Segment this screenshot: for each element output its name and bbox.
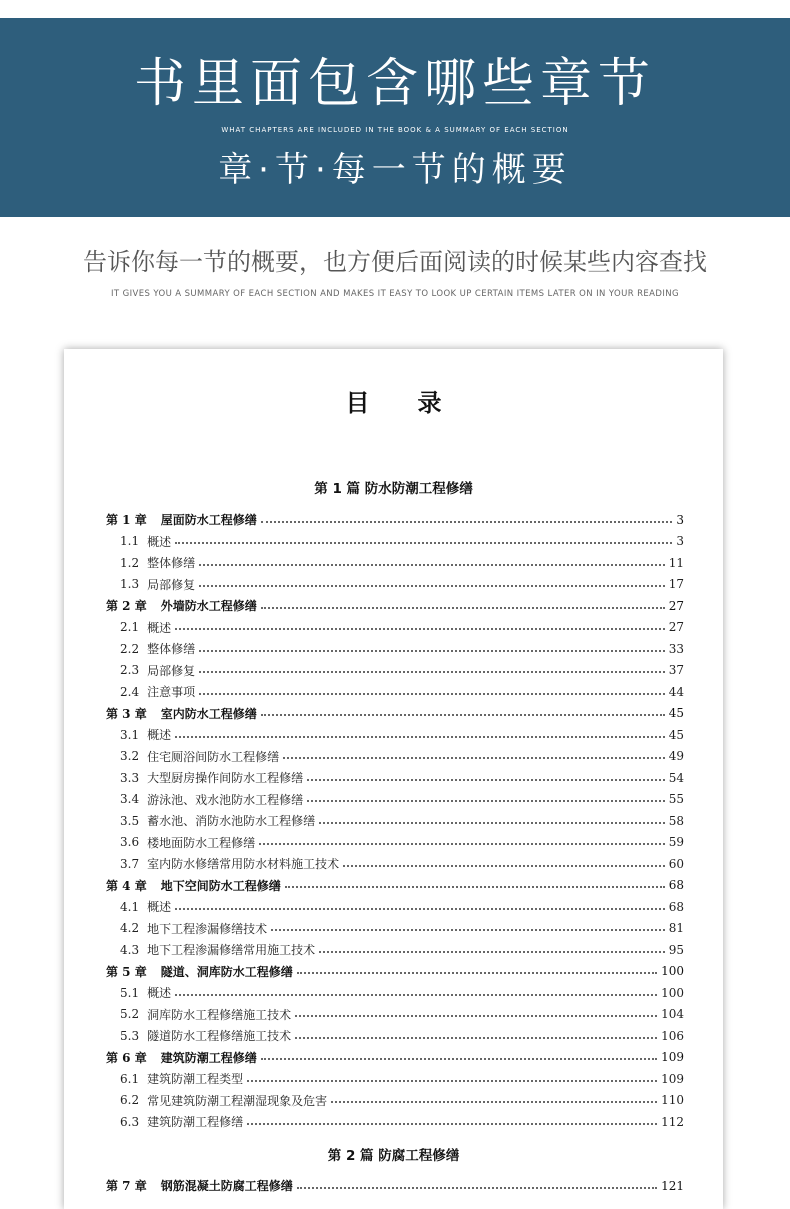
toc-entry-title: 隧道防水工程修缮施工技术 [147, 1029, 292, 1044]
toc-entry-title: 楼地面防水工程修缮 [147, 835, 256, 850]
toc-page-number: 45 [668, 706, 684, 721]
toc-entry-title: 隧道、洞库防水工程修缮 [160, 964, 293, 979]
toc-page-number: 27 [668, 598, 684, 613]
dot-leader [307, 800, 665, 802]
dot-leader [261, 714, 665, 716]
toc-section-row[interactable] [106, 1025, 684, 1047]
dot-leader [285, 886, 665, 888]
toc-entry-title: 建筑防潮工程修缮 [160, 1050, 257, 1065]
intro-text-cn: 告诉你每一节的概要，也方便后面阅读的时候某些内容查找 [83, 248, 707, 276]
toc-section-row[interactable] [106, 724, 684, 746]
toc-entry-title: 整体修缮 [147, 556, 196, 571]
intro-text-en: IT GIVES YOU A SUMMARY OF EACH SECTION AND MAKES IT EASY TO LOOK UP CERTAIN ITEMS LATER ON IN YOUR READING [110, 289, 679, 299]
toc-entry-number: 第 4 章 [106, 878, 147, 893]
dot-leader [175, 542, 672, 544]
toc-section-row[interactable] [106, 939, 684, 961]
toc-entry-number: 3.6 [120, 835, 140, 850]
part-heading-1: 第 1 篇 防水防潮工程修缮 [314, 481, 473, 497]
toc-section-row[interactable] [106, 832, 684, 854]
toc-entry-number: 2.4 [120, 684, 140, 699]
dot-leader [199, 671, 665, 673]
toc-page-number: 55 [668, 792, 684, 807]
toc-section-row[interactable] [106, 810, 684, 832]
dot-leader [175, 908, 665, 910]
toc-entry-title: 概述 [147, 728, 172, 743]
toc-section-row[interactable] [106, 896, 684, 918]
toc-chapter-row[interactable] [106, 1047, 684, 1069]
dot-leader [175, 994, 657, 996]
toc-section-row[interactable] [106, 574, 684, 596]
toc-entry-title: 局部修复 [147, 577, 196, 592]
toc-section-row[interactable] [106, 767, 684, 789]
toc-chapter-row[interactable] [106, 703, 684, 725]
dot-leader [295, 1037, 657, 1039]
toc-section-row[interactable] [106, 982, 684, 1004]
part-heading-2: 第 2 篇 防腐工程修缮 [327, 1148, 460, 1164]
dot-leader [261, 521, 673, 523]
dot-leader [295, 1015, 657, 1017]
dot-leader [261, 607, 665, 609]
dot-leader [199, 585, 665, 587]
dot-leader [319, 822, 665, 824]
toc-page-number: 100 [661, 964, 684, 979]
dot-leader [199, 693, 665, 695]
toc-entry-title: 游泳池、戏水池防水工程修缮 [147, 792, 304, 807]
toc-entry-number: 3.5 [120, 813, 140, 828]
toc-list-part-1 [106, 509, 684, 1133]
toc-section-row[interactable] [106, 918, 684, 940]
toc-entry-number: 5.3 [120, 1028, 140, 1043]
toc-section-row[interactable] [106, 853, 684, 875]
toc-chapter-row[interactable] [106, 961, 684, 983]
toc-page-number: 68 [668, 899, 684, 914]
toc-page-number: 44 [668, 684, 684, 699]
banner-subtitle-cn: 章·节·每一节的概要 [218, 150, 572, 190]
dot-leader [259, 843, 665, 845]
dot-leader [283, 757, 665, 759]
toc-entry-number: 第 1 章 [106, 513, 147, 528]
toc-entry-number: 4.2 [120, 921, 140, 936]
toc-entry-number: 3.7 [120, 856, 140, 871]
toc-entry-number: 6.2 [120, 1093, 140, 1108]
toc-page-number: 54 [668, 770, 684, 785]
toc-page-number: 60 [668, 856, 684, 871]
toc-entry-number: 1.3 [120, 577, 140, 592]
toc-entry-title: 大型厨房操作间防水工程修缮 [147, 771, 304, 786]
toc-page-number: 33 [668, 641, 684, 656]
toc-entry-title: 建筑防潮工程修缮 [147, 1115, 244, 1130]
toc-entry-title: 钢筋混凝土防腐工程修缮 [160, 1179, 293, 1194]
dot-leader [297, 972, 657, 974]
toc-page-number: 112 [661, 1114, 684, 1129]
dot-leader [199, 650, 665, 652]
toc-entry-number: 2.2 [120, 641, 140, 656]
toc-entry-number: 6.1 [120, 1071, 140, 1086]
toc-page-number: 109 [661, 1050, 684, 1065]
toc-entry-title: 概述 [147, 986, 172, 1001]
toc-section-row[interactable] [106, 617, 684, 639]
toc-page-number: 121 [661, 1178, 684, 1193]
toc-entry-title: 蓄水池、消防水池防水工程修缮 [147, 814, 316, 829]
toc-page-number: 81 [668, 921, 684, 936]
dot-leader [271, 929, 665, 931]
toc-entry-title: 整体修缮 [147, 642, 196, 657]
dot-leader [199, 564, 665, 566]
toc-chapter-row[interactable] [106, 595, 684, 617]
toc-entry-title: 地下空间防水工程修缮 [160, 878, 281, 893]
toc-section-row[interactable] [106, 746, 684, 768]
toc-section-row[interactable] [106, 531, 684, 553]
toc-entry-title: 洞库防水工程修缮施工技术 [147, 1007, 292, 1022]
toc-page-number: 27 [668, 620, 684, 635]
toc-page-number: 45 [668, 727, 684, 742]
toc-section-row[interactable] [106, 1090, 684, 1112]
toc-page-number: 3 [676, 512, 684, 527]
toc-page-number: 3 [676, 534, 684, 549]
toc-page-number: 17 [668, 577, 684, 592]
toc-page-number: 95 [668, 942, 684, 957]
toc-section-row[interactable] [106, 681, 684, 703]
toc-page-number: 109 [661, 1071, 684, 1086]
toc-entry-title: 屋面防水工程修缮 [160, 513, 257, 528]
toc-entry-title: 概述 [147, 620, 172, 635]
toc-entry-title: 概述 [147, 534, 172, 549]
toc-entry-title: 局部修复 [147, 663, 196, 678]
toc-title: 目录 [345, 388, 490, 417]
toc-chapter-row[interactable] [106, 509, 684, 531]
toc-page-number: 100 [661, 985, 684, 1000]
dot-leader [331, 1101, 657, 1103]
toc-entry-number: 3.1 [120, 727, 140, 742]
dot-leader [297, 1187, 657, 1189]
toc-entry-number: 5.2 [120, 1007, 140, 1022]
toc-entry-number: 1.1 [120, 534, 140, 549]
toc-page-number: 11 [668, 555, 684, 570]
header-banner [0, 18, 790, 217]
dot-leader [247, 1080, 657, 1082]
toc-entry-title: 常见建筑防潮工程潮湿现象及危害 [147, 1093, 328, 1108]
toc-list-part-2 [106, 1175, 684, 1197]
toc-entry-number: 第 2 章 [106, 599, 147, 614]
toc-section-row[interactable] [106, 638, 684, 660]
toc-entry-number: 2.1 [120, 620, 140, 635]
toc-entry-number: 5.1 [120, 985, 140, 1000]
dot-leader [261, 1058, 657, 1060]
toc-section-row[interactable] [106, 789, 684, 811]
banner-title: 书里面包含哪些章节 [133, 54, 656, 114]
toc-chapter-row[interactable] [106, 875, 684, 897]
toc-entry-title: 住宅厕浴间防水工程修缮 [147, 749, 280, 764]
dot-leader [307, 779, 665, 781]
toc-entry-number: 4.3 [120, 942, 140, 957]
toc-entry-number: 3.3 [120, 770, 140, 785]
toc-page-number: 68 [668, 878, 684, 893]
toc-section-row[interactable] [106, 552, 684, 574]
toc-entry-number: 4.1 [120, 899, 140, 914]
toc-entry-title: 注意事项 [147, 685, 196, 700]
toc-entry-title: 外墙防水工程修缮 [160, 599, 257, 614]
dot-leader [247, 1123, 657, 1125]
toc-entry-title: 室内防水修缮常用防水材料施工技术 [147, 857, 340, 872]
toc-page-number: 110 [661, 1093, 684, 1108]
toc-page-number: 106 [661, 1028, 684, 1043]
dot-leader [175, 736, 665, 738]
toc-entry-title: 地下工程渗漏修缮技术 [147, 921, 268, 936]
toc-entry-number: 2.3 [120, 663, 140, 678]
toc-entry-number: 3.4 [120, 792, 140, 807]
toc-page-number: 104 [661, 1007, 684, 1022]
toc-entry-number: 第 7 章 [106, 1179, 147, 1194]
toc-section-row[interactable] [106, 1111, 684, 1133]
toc-section-row[interactable] [106, 660, 684, 682]
dot-leader [175, 628, 665, 630]
toc-section-row[interactable] [106, 1004, 684, 1026]
toc-page-number: 58 [668, 813, 684, 828]
toc-entry-number: 3.2 [120, 749, 140, 764]
banner-subtitle-en: WHAT CHAPTERS ARE INCLUDED IN THE BOOK & A SUMMARY OF EACH SECTION [221, 126, 569, 134]
toc-page [64, 349, 723, 1209]
toc-entry-title: 室内防水工程修缮 [160, 706, 257, 721]
toc-entry-title: 地下工程渗漏修缮常用施工技术 [147, 943, 316, 958]
toc-entry-number: 第 3 章 [106, 706, 147, 721]
toc-page-number: 49 [668, 749, 684, 764]
toc-entry-number: 第 6 章 [106, 1050, 147, 1065]
toc-chapter-row[interactable] [106, 1175, 684, 1197]
dot-leader [343, 865, 665, 867]
dot-leader [319, 951, 665, 953]
toc-page-number: 37 [668, 663, 684, 678]
toc-entry-number: 1.2 [120, 555, 140, 570]
toc-entry-number: 第 5 章 [106, 964, 147, 979]
toc-entry-title: 建筑防潮工程类型 [147, 1072, 244, 1087]
toc-entry-title: 概述 [147, 900, 172, 915]
toc-page-number: 59 [668, 835, 684, 850]
toc-entry-number: 6.3 [120, 1114, 140, 1129]
toc-section-row[interactable] [106, 1068, 684, 1090]
